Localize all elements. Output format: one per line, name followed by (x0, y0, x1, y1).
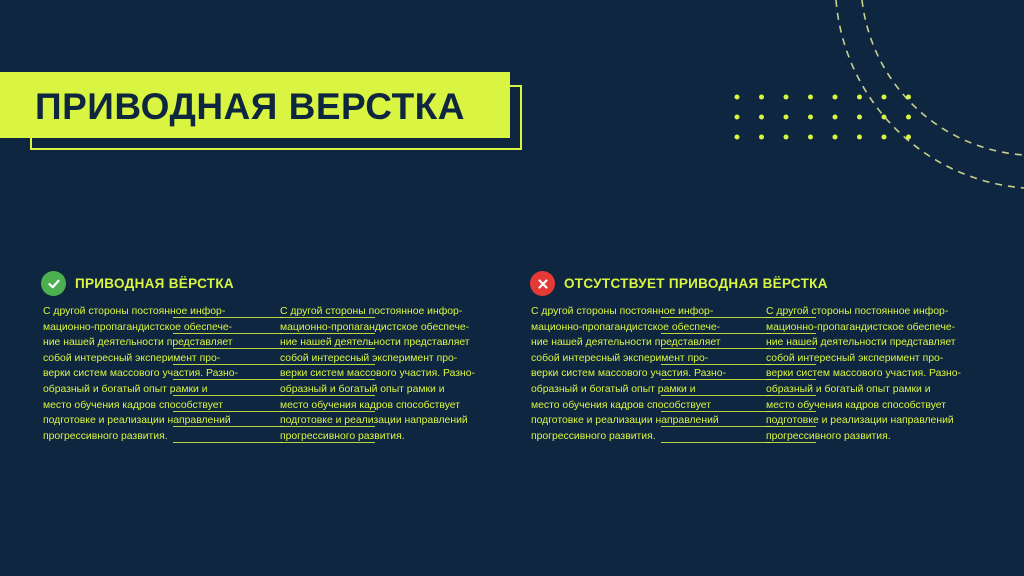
underline-guide (766, 348, 816, 349)
dot-grid (735, 95, 912, 140)
decor-dot (833, 95, 838, 100)
close-circle-icon (530, 271, 555, 296)
decor-dot (857, 95, 862, 100)
underline-guide (173, 333, 283, 334)
underline-guide (661, 348, 771, 349)
left-section-title: ПРИВОДНАЯ ВЁРСТКА (75, 276, 234, 291)
decor-dot (857, 135, 862, 140)
text-line: собой интересный эксперимент про- (43, 351, 238, 367)
decor-dot (784, 95, 789, 100)
underline-guide (661, 426, 771, 427)
text-line: ние нашей деятельности представляет (43, 335, 238, 351)
underline-guide (173, 379, 283, 380)
right-column-2 (766, 304, 961, 444)
text-line: ние нашей деятельности представляет (280, 337, 470, 349)
text-line: подготовке и реализации направлений (531, 413, 726, 429)
decor-dot (784, 135, 789, 140)
underline-guide (280, 442, 375, 443)
text-line: место обучения кадров способствует (280, 399, 460, 411)
underline-guide (173, 364, 283, 365)
underline-guide (766, 426, 816, 427)
text-line: образный и богатый опыт рамки и (43, 382, 238, 398)
underline-guide (173, 411, 283, 412)
right-column-1 (531, 304, 726, 444)
decor-dot (906, 115, 911, 120)
underline-guide (661, 333, 771, 334)
underline-guide (766, 364, 816, 365)
decor-dot (808, 115, 813, 120)
decor-dot (857, 115, 862, 120)
underline-guide (280, 364, 375, 365)
underline-guide (661, 364, 771, 365)
text-line: подготовке и реализации направлений (766, 415, 954, 427)
text-line: верки систем массового участия. Разно- (43, 366, 238, 382)
text-line: прогрессивного развития. (531, 429, 726, 445)
underline-guide (173, 426, 283, 427)
underline-guide (766, 317, 816, 318)
text-line: С другой стороны постоянное инфор- (43, 304, 238, 320)
text-line: подготовке и реализации направлений (280, 415, 468, 427)
decor-dot (808, 135, 813, 140)
underline-guide (280, 379, 375, 380)
text-line: верки систем массового участия. Разно- (766, 368, 961, 380)
decor-dot (833, 115, 838, 120)
underline-guide (280, 411, 375, 412)
left-section-header (41, 271, 234, 296)
text-line: ние нашей деятельности представляет (531, 335, 726, 351)
text-line: прогрессивного развития. (43, 429, 238, 445)
text-line: собой интересный эксперимент про- (531, 351, 726, 367)
decor-dot (735, 95, 740, 100)
underline-guide (280, 395, 375, 396)
text-line: С другой стороны постоянное инфор- (280, 306, 463, 317)
decor-dot (735, 135, 740, 140)
dashed-arc-inner (862, 0, 1024, 155)
text-line: подготовке и реализации направлений (43, 413, 238, 429)
text-line: место обучения кадров способствует (43, 398, 238, 414)
text-line: мационно-пропагандистское обеспече- (43, 320, 238, 336)
text-line: верки систем массового участия. Разно- (531, 366, 726, 382)
underline-guide (661, 395, 771, 396)
text-line: мационно-пропагандистское обеспече- (280, 321, 470, 333)
underline-guide (661, 317, 771, 318)
underline-guide (280, 348, 375, 349)
underline-guide (280, 317, 375, 318)
text-line: прогрессивного развития. (280, 430, 405, 442)
text-line: верки систем массового участия. Разно- (280, 368, 475, 380)
underline-guide (661, 411, 771, 412)
text-line: собой интересный эксперимент про- (280, 352, 458, 364)
underline-guide (661, 442, 771, 443)
underline-guide (173, 395, 283, 396)
underline-guide (661, 379, 771, 380)
text-line: С другой стороны постоянное инфор- (531, 304, 726, 320)
underline-guide (766, 379, 816, 380)
underline-guide (766, 411, 816, 412)
text-line: образный и богатый опыт рамки и (280, 383, 445, 395)
left-column-1 (43, 304, 238, 444)
decor-dot (759, 135, 764, 140)
text-line: место обучения кадров способствует (531, 398, 726, 414)
text-line: образный и богатый опыт рамки и (531, 382, 726, 398)
decor-dot (735, 115, 740, 120)
text-line: прогрессивного развития. (766, 430, 891, 442)
decor-dot (882, 95, 887, 100)
check-circle-icon (41, 271, 66, 296)
text-line: собой интересный эксперимент про- (766, 352, 944, 364)
underline-guide (766, 333, 816, 334)
decor-dot (833, 135, 838, 140)
text-line: мационно-пропагандистское обеспече- (531, 320, 726, 336)
decor-dot (808, 95, 813, 100)
underline-guide (280, 426, 375, 427)
text-line: место обучения кадров способствует (766, 399, 946, 411)
text-line: ние нашей деятельности представляет (766, 337, 956, 349)
underline-guide (280, 333, 375, 334)
decor-dot (759, 115, 764, 120)
text-line: образный и богатый опыт рамки и (766, 383, 931, 395)
right-section-title: ОТСУТСТВУЕТ ПРИВОДНАЯ ВЁРСТКА (564, 276, 828, 291)
decor-dot (882, 135, 887, 140)
underline-guide (766, 395, 816, 396)
decor-dot (759, 95, 764, 100)
underline-guide (173, 348, 283, 349)
underline-guide (173, 442, 283, 443)
underline-guide (173, 317, 283, 318)
dashed-arc-outer (836, 0, 1024, 188)
underline-guide (766, 442, 816, 443)
right-section-header (530, 271, 828, 296)
decor-dot (784, 115, 789, 120)
text-line: мационно-пропагандистское обеспече- (766, 321, 956, 333)
page-title: ПРИВОДНАЯ ВЕРСТКА (35, 86, 465, 127)
left-column-2 (280, 304, 475, 444)
text-line: С другой стороны постоянное инфор- (766, 306, 949, 317)
